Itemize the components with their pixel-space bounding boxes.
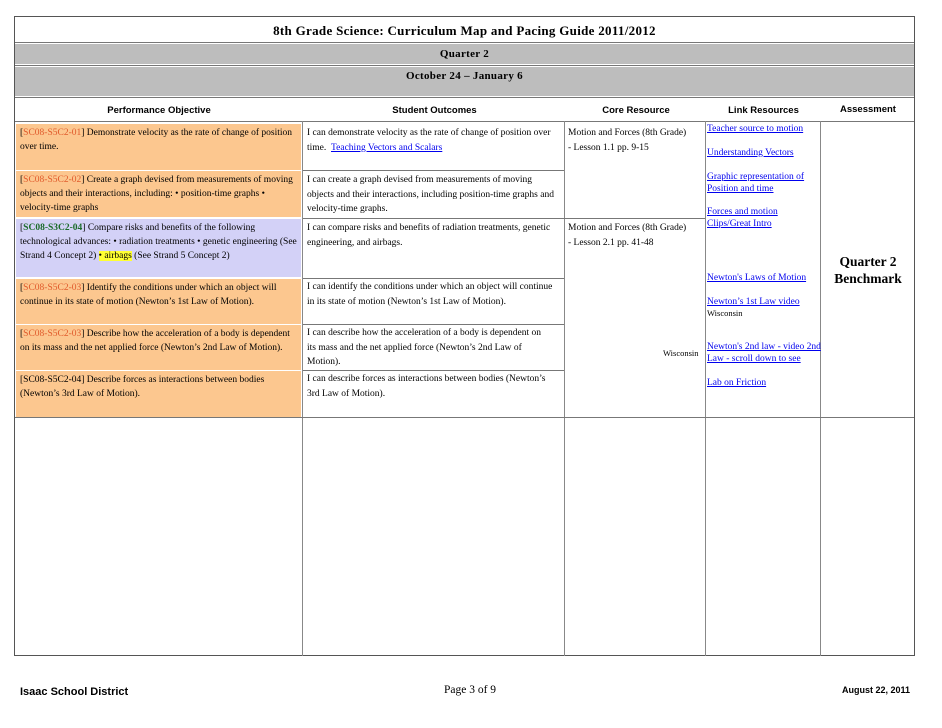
header-performance-objective: Performance Objective [107, 105, 211, 116]
objective-row: [SC08-S5C2-01] Demonstrate velocity as the rate of change of position over time. [16, 124, 301, 170]
column-divider [564, 121, 565, 656]
objective-row: [SC08-S3C2-04] Compare risks and benefits of the following technological advances: • radiation treatments • genetic engineering (See Strand 4 Concept 2) • airbags (See Strand 5 Concept 2) [16, 219, 301, 277]
core-resource-cell: Motion and Forces (8th Grade) - Lesson 1.1 pp. 9-15 [568, 128, 687, 153]
footer-district: Isaac School District [20, 686, 129, 698]
understanding-vectors-link[interactable]: Understanding Vectors [707, 148, 794, 158]
objective-code: SC08-S5C2-03 [23, 283, 82, 293]
header-link-resources: Link Resources [728, 105, 799, 116]
header-core-resource: Core Resource [602, 105, 670, 116]
objective-code: SC08-S5C2-02 [23, 175, 82, 185]
quarter-band [15, 44, 914, 64]
teaching-vectors-link[interactable]: Teaching Vectors and Scalars [331, 142, 443, 153]
divider [15, 121, 914, 122]
column-divider [705, 121, 706, 656]
outcome-cell: I can describe how the acceleration of a body is dependent on its mass and the net applied force (Newton’s 2nd Law of Motion). [307, 328, 541, 367]
second-law-video-link[interactable]: Newton's 2nd law - video 2nd Law - scroll down to see [707, 342, 821, 364]
objective-code: SC08-S5C2-01 [23, 128, 82, 138]
divider [303, 170, 564, 171]
newtons-laws-link[interactable]: Newton's Laws of Motion [707, 273, 807, 283]
objective-row: [SC08-S5C2-02] Create a graph devised from measurements of moving objects and their interactions, including: • position-time graphs • velocity-time graphs [16, 171, 301, 217]
date-range: October 24 – January 6 [405, 70, 523, 82]
divider [303, 324, 564, 325]
outcome-cell: I can create a graph devised from measurements of moving objects and their interactions, including position-time graphs and velocity-time graphs. [307, 175, 554, 214]
header-student-outcomes: Student Outcomes [392, 105, 477, 116]
footer-page-number: Page 3 of 9 [443, 684, 497, 696]
outcome-cell: I can compare risks and benefits of radiation treatments, genetic engineering, and airbags. [307, 223, 551, 248]
objective-row: [SC08-S5C2-03] Identify the conditions under which an object will continue in its state of motion (Newton’s 1st Law of Motion). [16, 279, 301, 324]
divider [15, 42, 914, 43]
outcome-cell: I can demonstrate velocity as the rate of change of position over time. Teaching Vectors and Scalars [307, 128, 551, 153]
divider [15, 65, 914, 66]
forces-motion-link[interactable]: Forces and motion Clips/Great Intro [707, 207, 778, 229]
core-note: Wisconsin [663, 348, 699, 358]
footer-date: August 22, 2011 [841, 685, 910, 695]
header-assessment: Assessment [840, 104, 896, 115]
lab-friction-link[interactable]: Lab on Friction [707, 378, 767, 388]
highlighted-text: • airbags [98, 251, 132, 261]
objective-row: [SC08-S5C2-04] Describe forces as interactions between bodies (Newton’s 3rd Law of Motion). [16, 371, 301, 417]
column-divider [302, 121, 303, 656]
divider [15, 97, 914, 98]
wisconsin-note: Wisconsin [707, 308, 743, 318]
divider [303, 278, 564, 279]
page-title: 8th Grade Science: Curriculum Map and Pacing Guide 2011/2012 [273, 23, 656, 38]
divider [303, 370, 564, 371]
first-law-video-link[interactable]: Newton’s 1st Law video [707, 297, 800, 307]
objective-code: SC08-S3C2-04 [23, 223, 83, 233]
curriculum-table [14, 16, 915, 656]
outcome-cell: I can identify the conditions under which an object will continue in its state of motion (Newton’s 1st Law of Motion). [307, 282, 553, 307]
outcome-cell: I can describe forces as interactions between bodies (Newton’s 3rd Law of Motion). [307, 374, 546, 399]
objective-code: SC08-S5C2-03 [23, 329, 82, 339]
divider [15, 417, 914, 418]
objective-row: [SC08-S5C2-03] Describe how the acceleration of a body is dependent on its mass and the net applied force (Newton’s 2nd Law of Motion). [16, 325, 301, 370]
teacher-source-link[interactable]: Teacher source to motion [707, 124, 804, 134]
assessment-benchmark: Quarter 2 Benchmark [834, 254, 902, 286]
divider [303, 218, 705, 219]
date-band [15, 67, 914, 96]
core-resource-cell: Motion and Forces (8th Grade) - Lesson 2.1 pp. 41-48 [568, 223, 687, 248]
quarter-label: Quarter 2 [439, 48, 490, 60]
graphic-representation-link[interactable]: Graphic representation of Position and time [707, 172, 805, 194]
